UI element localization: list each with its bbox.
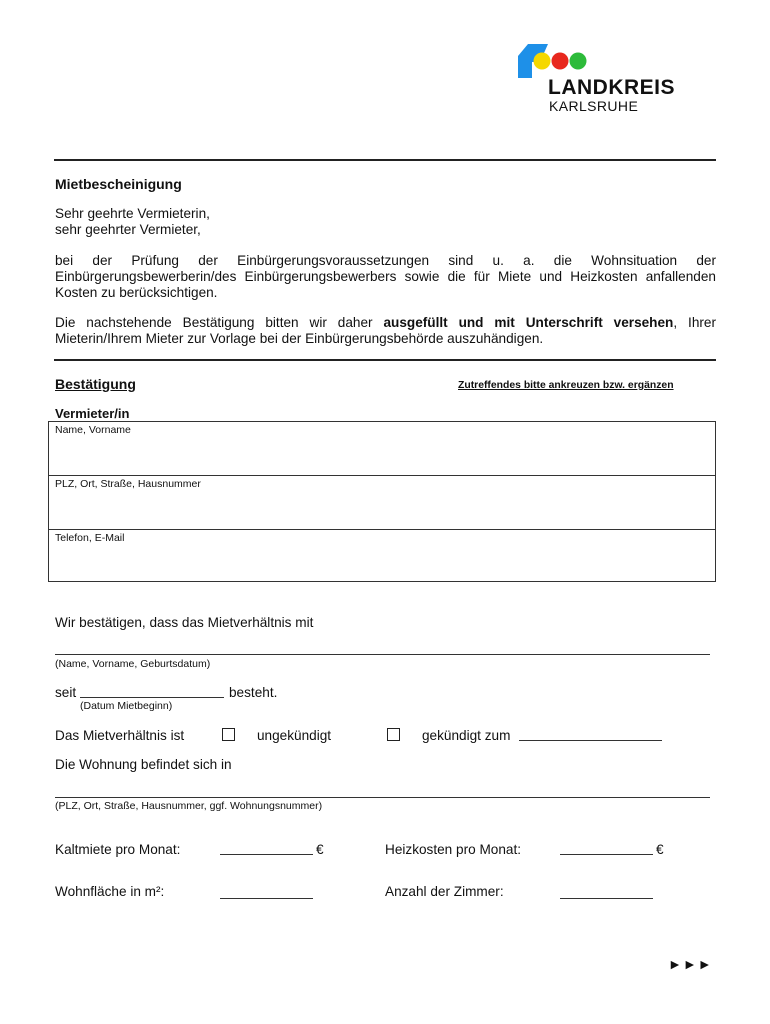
paragraph-2-emphasis: ausgefüllt und mit Unterschrift versehen xyxy=(383,315,674,330)
uncancelled-checkbox[interactable] xyxy=(222,728,235,741)
cold-rent-line[interactable] xyxy=(220,854,313,855)
landlord-contact-label: Telefon, E-Mail xyxy=(55,532,125,544)
logo-green-dot xyxy=(570,53,587,70)
paragraph-1-line-2: Einbürgerungsbewerberin/des Einbürgerungsbewerbers sowie die für Miete und Heizkosten anfallenden xyxy=(55,269,716,284)
landlord-details-box xyxy=(48,421,716,582)
tenancy-statement: Wir bestätigen, dass das Mietverhältnis mit xyxy=(55,615,314,630)
cold-rent-currency: € xyxy=(316,842,324,857)
cancelled-label: gekündigt zum xyxy=(422,728,511,743)
next-page-arrows-icon: ►►► xyxy=(668,956,713,972)
start-date-line[interactable] xyxy=(80,697,224,698)
rooms-line[interactable] xyxy=(560,898,653,899)
cancelled-checkbox[interactable] xyxy=(387,728,400,741)
paragraph-2-text-b: , Ihrer xyxy=(673,315,716,330)
landlord-heading: Vermieter/in xyxy=(55,406,130,421)
cancellation-date-line[interactable] xyxy=(519,740,662,741)
logo-subtitle: KARLSRUHE xyxy=(549,98,639,114)
confirmation-heading: Bestätigung xyxy=(55,376,136,392)
logo-title: LANDKREIS xyxy=(548,76,676,99)
location-caption: (PLZ, Ort, Straße, Hausnummer, ggf. Wohnungsnummer) xyxy=(55,800,323,812)
divider-top xyxy=(54,159,716,161)
logo-yellow-dot xyxy=(534,53,551,70)
since-label: seit xyxy=(55,685,77,700)
uncancelled-label: ungekündigt xyxy=(257,728,332,743)
start-date-caption: (Datum Mietbeginn) xyxy=(80,700,173,712)
landlord-name-label: Name, Vorname xyxy=(55,424,131,436)
area-label: Wohnfläche in m²: xyxy=(55,884,165,899)
landlord-name-field[interactable] xyxy=(49,422,715,476)
tenant-caption: (Name, Vorname, Geburtsdatum) xyxy=(55,658,211,670)
landlord-contact-field[interactable] xyxy=(49,530,715,581)
paragraph-2-text-a: Die nachstehende Bestätigung bitten wir daher xyxy=(55,315,384,330)
tenant-name-line[interactable] xyxy=(55,654,710,655)
heating-currency: € xyxy=(656,842,664,857)
heating-label: Heizkosten pro Monat: xyxy=(385,842,522,857)
paragraph-1-line-3: Kosten zu berücksichtigen. xyxy=(55,285,218,300)
heating-line[interactable] xyxy=(560,854,653,855)
document-title: Mietbescheinigung xyxy=(55,176,182,192)
salutation-2: sehr geehrter Vermieter, xyxy=(55,222,201,237)
area-line[interactable] xyxy=(220,898,313,899)
landlord-address-label: PLZ, Ort, Straße, Hausnummer xyxy=(55,478,201,490)
salutation-1: Sehr geehrte Vermieterin, xyxy=(55,206,210,221)
paragraph-1-line-1: bei der Prüfung der Einbürgerungsvoraussetzungen sind u. a. die Wohnsituation der xyxy=(55,253,716,268)
status-label: Das Mietverhältnis ist xyxy=(55,728,185,743)
divider-middle xyxy=(54,359,716,361)
apartment-address-line[interactable] xyxy=(55,797,710,798)
landlord-address-field[interactable] xyxy=(49,476,715,530)
paragraph-2-line-2: Mieterin/Ihrem Mieter zur Vorlage bei der Einbürgerungsbehörde auszuhändigen. xyxy=(55,331,544,346)
cold-rent-label: Kaltmiete pro Monat: xyxy=(55,842,181,857)
paragraph-2-line-1 xyxy=(55,315,716,331)
instruction-hint: Zutreffendes bitte ankreuzen bzw. ergänzen xyxy=(458,380,674,391)
logo-red-dot xyxy=(552,53,569,70)
location-label: Die Wohnung befindet sich in xyxy=(55,757,232,772)
since-suffix: besteht. xyxy=(229,685,278,700)
rooms-label: Anzahl der Zimmer: xyxy=(385,884,504,899)
